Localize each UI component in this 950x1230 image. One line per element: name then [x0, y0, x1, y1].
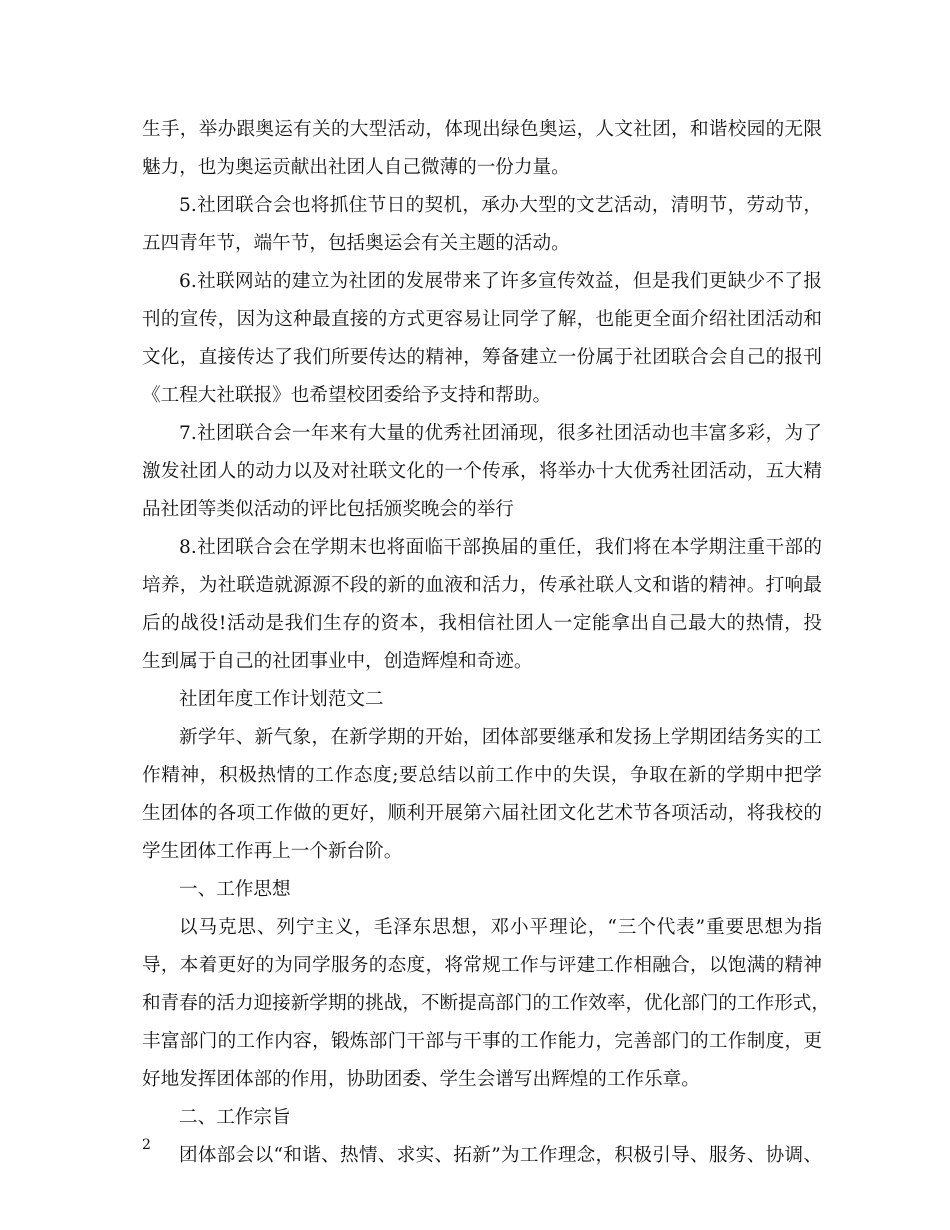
text-line: 8.社团联合会在学期末也将面临干部换届的重任，我们将在本学期注重干部的: [179, 537, 822, 558]
text-line: 新学年、新气象，在新学期的开始，团体部要继承和发扬上学期团结务实的工: [179, 727, 822, 748]
text-line: 五四青年节，端午节，包括奥运会有关主题的活动。: [142, 233, 570, 254]
text-line: 5.社团联合会也将抓住节日的契机，承办大型的文艺活动，清明节，劳动节，: [179, 195, 822, 216]
text-line: 丰富部门的工作内容，锻炼部门干部与干事的工作能力，完善部门的工作制度，更: [142, 1031, 822, 1052]
text-line: 后的战役!活动是我们生存的资本，我相信社团人一定能拿出自己最大的热情，投: [142, 613, 822, 634]
text-line: 一、工作思想: [179, 879, 291, 900]
text-line: 培养，为社联造就源源不段的新的血液和活力，传承社联人文和谐的精神。打响最: [142, 575, 822, 596]
text-line: 7.社团联合会一年来有大量的优秀社团涌现，很多社团活动也丰富多彩，为了: [179, 423, 822, 444]
text-line: 学生团体工作再上一个新台阶。: [142, 841, 403, 862]
text-line: 6.社联网站的建立为社团的发展带来了许多宣传效益，但是我们更缺少不了报: [179, 271, 822, 292]
text-line: 刊的宣传，因为这种最直接的方式更容易让同学了解，也能更全面介绍社团活动和: [142, 309, 822, 330]
text-line: 作精神，积极热情的工作态度;要总结以前工作中的失误，争取在新的学期中把学: [142, 765, 822, 786]
text-line: 以马克思、列宁主义，毛泽东思想，邓小平理论，“三个代表”重要思想为指: [179, 917, 822, 938]
text-line: 激发社团人的动力以及对社联文化的一个传承，将举办十大优秀社团活动，五大精: [142, 461, 822, 482]
text-line: 文化，直接传达了我们所要传达的精神，筹备建立一份属于社团联合会自己的报刊: [142, 347, 822, 368]
text-line: 生到属于自己的社团事业中，创造辉煌和奇迹。: [142, 651, 533, 672]
text-line: 团体部会以“和谐、热情、求实、拓新”为工作理念，积极引导、服务、协调、: [179, 1145, 822, 1166]
text-line: 生团体的各项工作做的更好，顺利开展第六届社团文化艺术节各项活动，将我校的: [142, 803, 822, 824]
text-line: 和青春的活力迎接新学期的挑战，不断提高部门的工作效率，优化部门的工作形式，: [142, 993, 830, 1014]
text-line: 生手，举办跟奥运有关的大型活动，体现出绿色奥运，人文社团，和谐校园的无限: [142, 119, 822, 140]
text-line: 品社团等类似活动的评比包括颁奖晚会的举行: [142, 499, 514, 520]
page-number: 2: [142, 1137, 151, 1153]
text-line: 魅力，也为奥运贡献出社团人自己微薄的一份力量。: [142, 157, 570, 178]
text-line: 二、工作宗旨: [179, 1107, 291, 1128]
text-line: 《工程大社联报》也希望校团委给予支持和帮助。: [142, 385, 552, 406]
document-body: [142, 111, 830, 1175]
text-line: 社团年度工作计划范文二: [179, 689, 384, 710]
text-line: 导，本着更好的为同学服务的态度，将常规工作与评建工作相融合，以饱满的精神: [142, 955, 822, 976]
text-line: 好地发挥团体部的作用，协助团委、学生会谱写出辉煌的工作乐章。: [142, 1069, 700, 1090]
